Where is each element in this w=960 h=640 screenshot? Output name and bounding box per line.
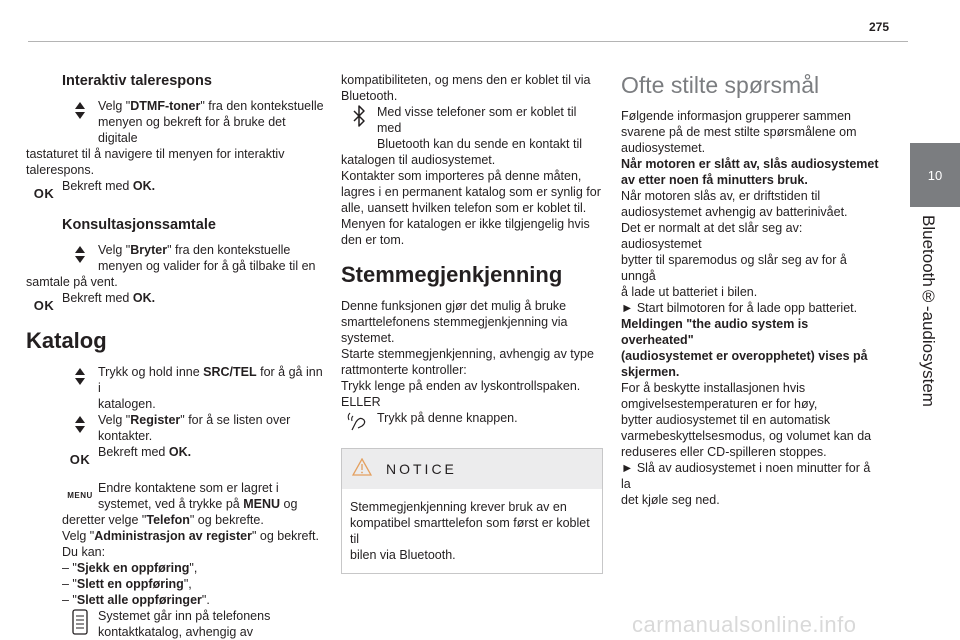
- section-title-ivr: Interaktiv talerespons: [62, 73, 212, 89]
- phone-book-icon: [62, 608, 98, 636]
- page-number: 275: [869, 20, 890, 34]
- header-rule: [28, 41, 908, 42]
- section-title-catalog: Katalog: [26, 328, 107, 353]
- menu-button-icon: MENU: [67, 491, 93, 500]
- section-title-voice: Stemmegjenkjenning: [341, 262, 563, 287]
- chapter-number: 10: [910, 143, 960, 207]
- chapter-tab: [910, 0, 960, 640]
- arrow-up-down-icon: [62, 364, 98, 385]
- arrow-up-down-icon: [62, 242, 98, 263]
- column-3: Ofte stilte spørsmål Følgende informasjon grupperer sammen svarene på de mest stilte spørsmålene om audiosystemet. Når motoren er slått av, slås audiosystemet av etter noen få minutters bruk. Når motoren slås av, er driftstiden til audiosystemet avhengig av batterinivået. Det er normalt at det slår seg av: audiosystemet bytter til sparemodus og slår seg av for å unngå å lade ut batteriet i bilen. ► Start bilmotoren for å lade opp batteriet. Meldingen "the audio system is overheated" (audiosystemet er overopphetet) vises på skjermen. For å beskytte installasjonen hvis omgivelsestemperaturen er for høy, bytter audiosystemet til en automatisk varmebeskyttelsesmodus, og volumet kan da reduseres eller CD-spilleren stoppes. ► Slå av audiosystemet i noen minutter for å la det kjøle seg ned.: [621, 72, 883, 508]
- bluetooth-icon: [341, 104, 377, 128]
- ok-button-icon: OK: [33, 186, 55, 201]
- notice-title: NOTICE: [386, 461, 457, 477]
- arrow-up-down-icon: [62, 412, 98, 433]
- arrow-up-down-icon: [62, 98, 98, 119]
- notice-box: NOTICE Stemmegjenkjenning krever bruk av en kompatibel smarttelefon som først er koblet til bilen via Bluetooth.: [341, 448, 603, 574]
- watermark: carmanualsonline.info: [632, 612, 857, 637]
- chapter-title: Bluetooth®-audiosystem: [919, 215, 938, 407]
- column-2: kompatibiliteten, og mens den er koblet til via Bluetooth. Med visse telefoner som er koblet til med Bluetooth kan du sende en kontakt til katalogen til audiosystemet. Kontakter som importeres på denne måten, lagres i en permanent katalog som er synlig for alle, uansett hvilken telefon som er koblet til. Menyen for katalogen er ikke tilgjengelig hvis den er tom. Stemmegjenkjenning Denne funksjonen gjør det mulig å bruke smarttelefonens stemmegjenkjenning via systemet. Starte stemmegjenkjenning, avhengig av type rattmonterte kontroller: Trykk lenge på enden av lyskontrollspaken. ELLER Trykk på denne knappen. NOTICE Stemmegjenkjenning krever bruk av en kompatibel smarttelefon som først er koblet til bilen via Bluetooth.: [341, 72, 603, 574]
- voice-command-icon: [341, 410, 377, 432]
- column-1: Interaktiv talerespons Velg "DTMF-toner" fra den kontekstuelle menyen og bekreft for å bruke det digitale tastaturet til å navigere til menyen for interaktiv talerespons. OK Bekreft med OK. Konsultasjonssamtale Velg "Bryter" fra den kontekstuelle menyen og valider for å gå tilbake til en samtale på vent. OK Bekreft med OK. Katalog Trykk og hold inne SRC/TEL for å gå inn i katalogen. Velg "Register" for å se listen over kontakter. OK Bekreft med OK. MENU Endre kontaktene som er lagret i systemet, ved å trykke på MENU og deretter velge "Telefon" og bekrefte. Velg "Administrasjon av register" og bekreft. Du kan: – "Sjekk en oppføring", – "Slett en oppføring", – "Slett alle oppføringer". Systemet går inn på telefonens kontaktkatalog, avhengig av: [26, 73, 324, 639]
- ok-button-icon: OK: [33, 298, 55, 313]
- warning-triangle-icon: [352, 458, 372, 480]
- section-title-consultation: Konsultasjonssamtale: [62, 217, 216, 233]
- section-title-faq: Ofte stilte spørsmål: [621, 72, 820, 98]
- ok-button-icon: OK: [69, 452, 91, 467]
